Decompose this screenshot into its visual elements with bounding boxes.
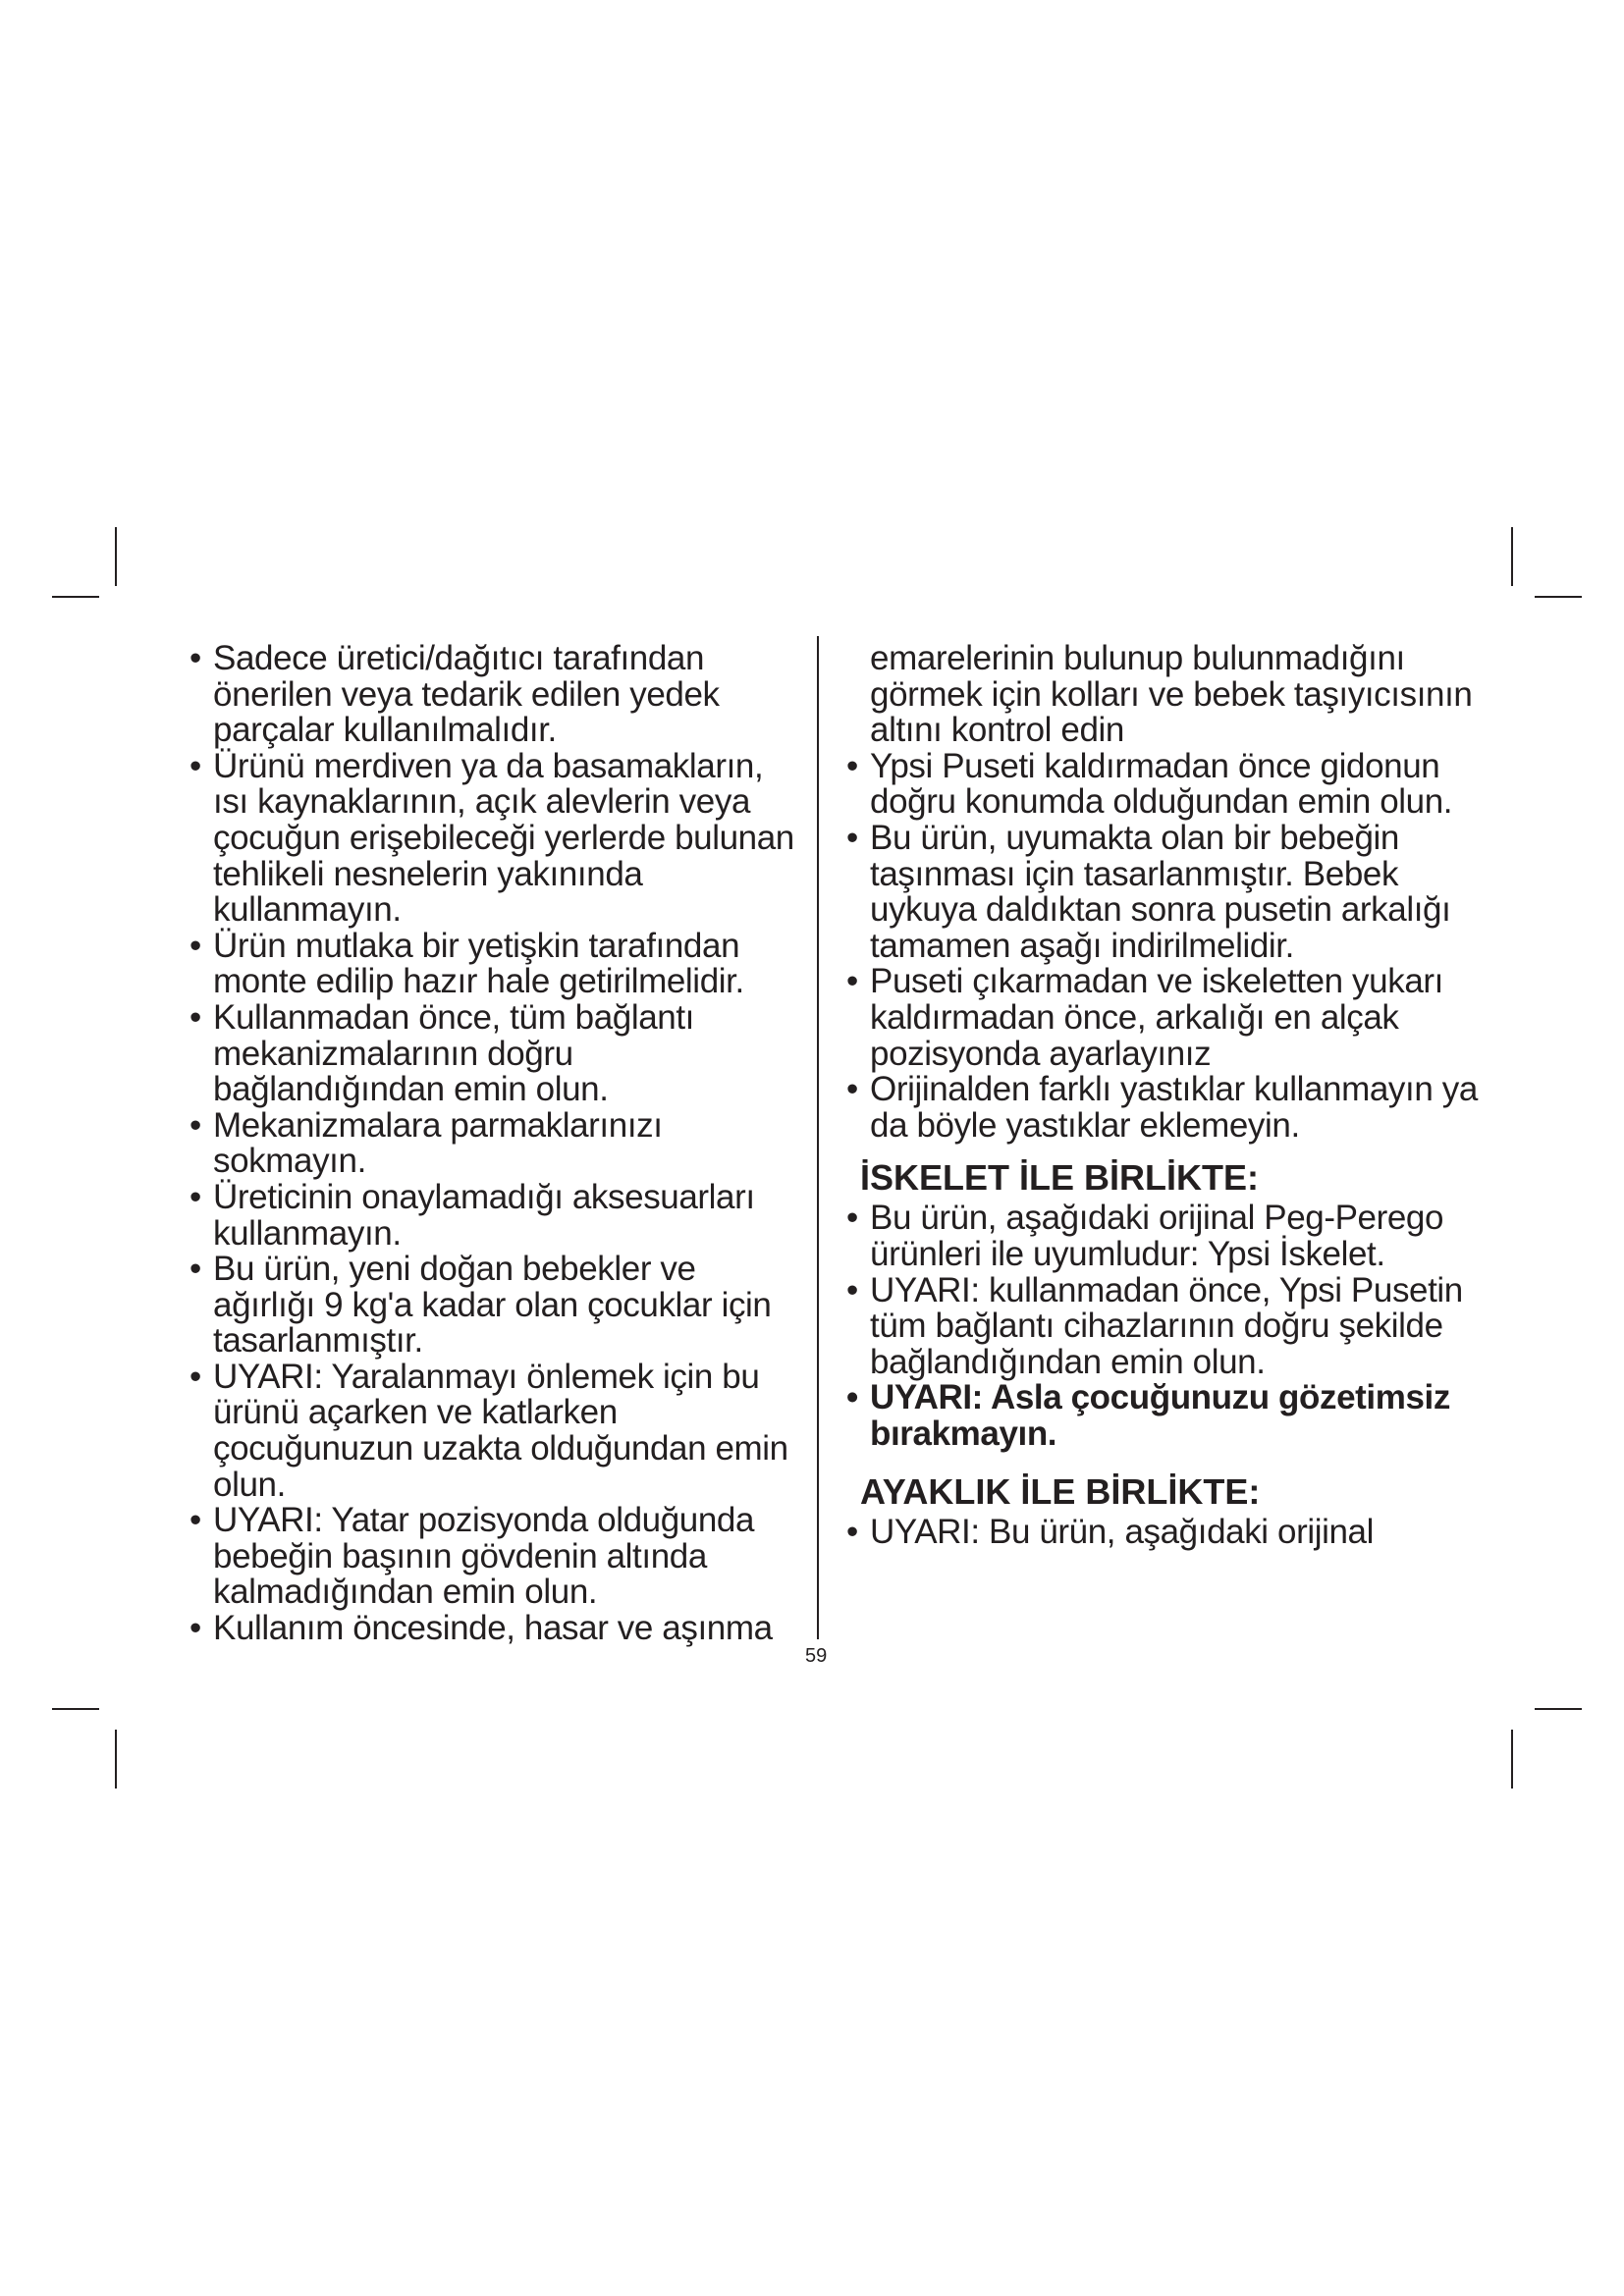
crop-mark-bottom-right xyxy=(1535,1708,1582,1710)
crop-mark-bottom-left xyxy=(115,1730,117,1789)
list-item: • Mekanizmalara parmaklarınızı sokmayın. xyxy=(189,1105,663,1181)
bullet: • xyxy=(189,1177,201,1216)
bullet: • xyxy=(189,997,201,1037)
bullet: • xyxy=(189,1501,201,1540)
list-item: • Sadece üretici/dağıtıcı tarafından önerilen veya tedarik edilen yedek parçalar kullanılmalıdır. xyxy=(189,639,720,750)
section-heading-footrest: AYAKLIK İLE BİRLİKTE: xyxy=(860,1471,1261,1513)
crop-mark-bottom-right xyxy=(1511,1730,1513,1789)
list-item: • Kullanmadan önce, tüm bağlantı mekanizmalarının doğru bağlandığından emin olun. xyxy=(189,997,694,1109)
section-heading-frame: İSKELET İLE BİRLİKTE: xyxy=(860,1157,1260,1199)
list-item: • Orijinalden farklı yastıklar kullanmayın ya da böyle yastıklar eklemeyin. xyxy=(846,1070,1478,1145)
bullet: • xyxy=(189,1609,201,1648)
list-item: • Üreticinin onaylamadığı aksesuarları kullanmayın. xyxy=(189,1177,755,1253)
left-column xyxy=(189,641,803,1647)
bullet: • xyxy=(846,1270,858,1309)
bullet: • xyxy=(189,1357,201,1396)
bullet: • xyxy=(846,1513,858,1552)
list-item: • Ürünü merdiven ya da basamakların, ısı kaynaklarının, açık alevlerin veya çocuğun erişebileceği yerlerde bulunan tehlikeli nesnelerin yakınında kullanmayın. xyxy=(189,746,794,930)
crop-mark-top-right xyxy=(1535,596,1582,598)
crop-mark-top-left xyxy=(52,596,99,598)
bullet: • xyxy=(846,962,858,1001)
column-divider xyxy=(817,636,819,1639)
bullet: • xyxy=(846,746,858,785)
list-item: • UYARI: kullanmadan önce, Ypsi Pusetin tüm bağlantı cihazlarının doğru şekilde bağlandığından emin olun. xyxy=(846,1270,1463,1381)
list-item: • UYARI: Yatar pozisyonda olduğunda bebeğin başının gövdenin altında kalmadığından emin olun. xyxy=(189,1501,755,1612)
list-item: • UYARI: Yaralanmayı önlemek için bu ürünü açarken ve katlarken çocuğunuzun uzakta olduğundan emin olun. xyxy=(189,1357,788,1504)
bullet: • xyxy=(846,818,858,857)
list-item: • Ypsi Puseti kaldırmadan önce gidonun doğru konumda olduğundan emin olun. xyxy=(846,746,1453,822)
list-item: • Bu ürün, yeni doğan bebekler ve ağırlığı 9 kg'a kadar olan çocuklar için tasarlanmıştır. xyxy=(189,1250,772,1361)
list-item: • Bu ürün, aşağıdaki orijinal Peg-Perego ürünleri ile uyumludur: Ypsi İskelet. xyxy=(846,1199,1444,1273)
page-number: 59 xyxy=(805,1645,828,1667)
warning-item: • UYARI: Asla çocuğunuzu gözetimsiz bırakmayın. xyxy=(846,1378,1450,1453)
right-column xyxy=(846,641,1485,1551)
bullet: • xyxy=(846,1070,858,1109)
crop-mark-top-right xyxy=(1511,527,1513,586)
list-item: • UYARI: Bu ürün, aşağıdaki orijinal xyxy=(846,1513,1374,1552)
list-item: • Puseti çıkarmadan ve iskeletten yukarı kaldırmadan önce, arkalığı en alçak pozisyonda ayarlayınız xyxy=(846,962,1443,1073)
crop-mark-top-left xyxy=(115,527,117,586)
list-item: • Ürün mutlaka bir yetişkin tarafından monte edilip hazır hale getirilmelidir. xyxy=(189,926,744,1001)
bullet: • xyxy=(189,926,201,965)
bullet: • xyxy=(189,639,201,677)
crop-mark-bottom-left xyxy=(52,1708,99,1710)
bullet: • xyxy=(846,1199,858,1238)
bullet: • xyxy=(189,1250,201,1289)
list-item: • Kullanım öncesinde, hasar ve aşınma xyxy=(189,1609,773,1648)
continued-text: emarelerinin bulunup bulunmadığını görmek için kolları ve bebek taşıyıcısının altını kontrol edin xyxy=(870,639,1473,750)
bullet: • xyxy=(189,1105,201,1145)
bullet: • xyxy=(189,746,201,785)
bullet: • xyxy=(846,1378,858,1417)
list-item: • Bu ürün, uyumakta olan bir bebeğin taşınması için tasarlanmıştır. Bebek uykuya daldıktan sonra pusetin arkalığı tamamen aşağı indirilmelidir. xyxy=(846,818,1451,965)
